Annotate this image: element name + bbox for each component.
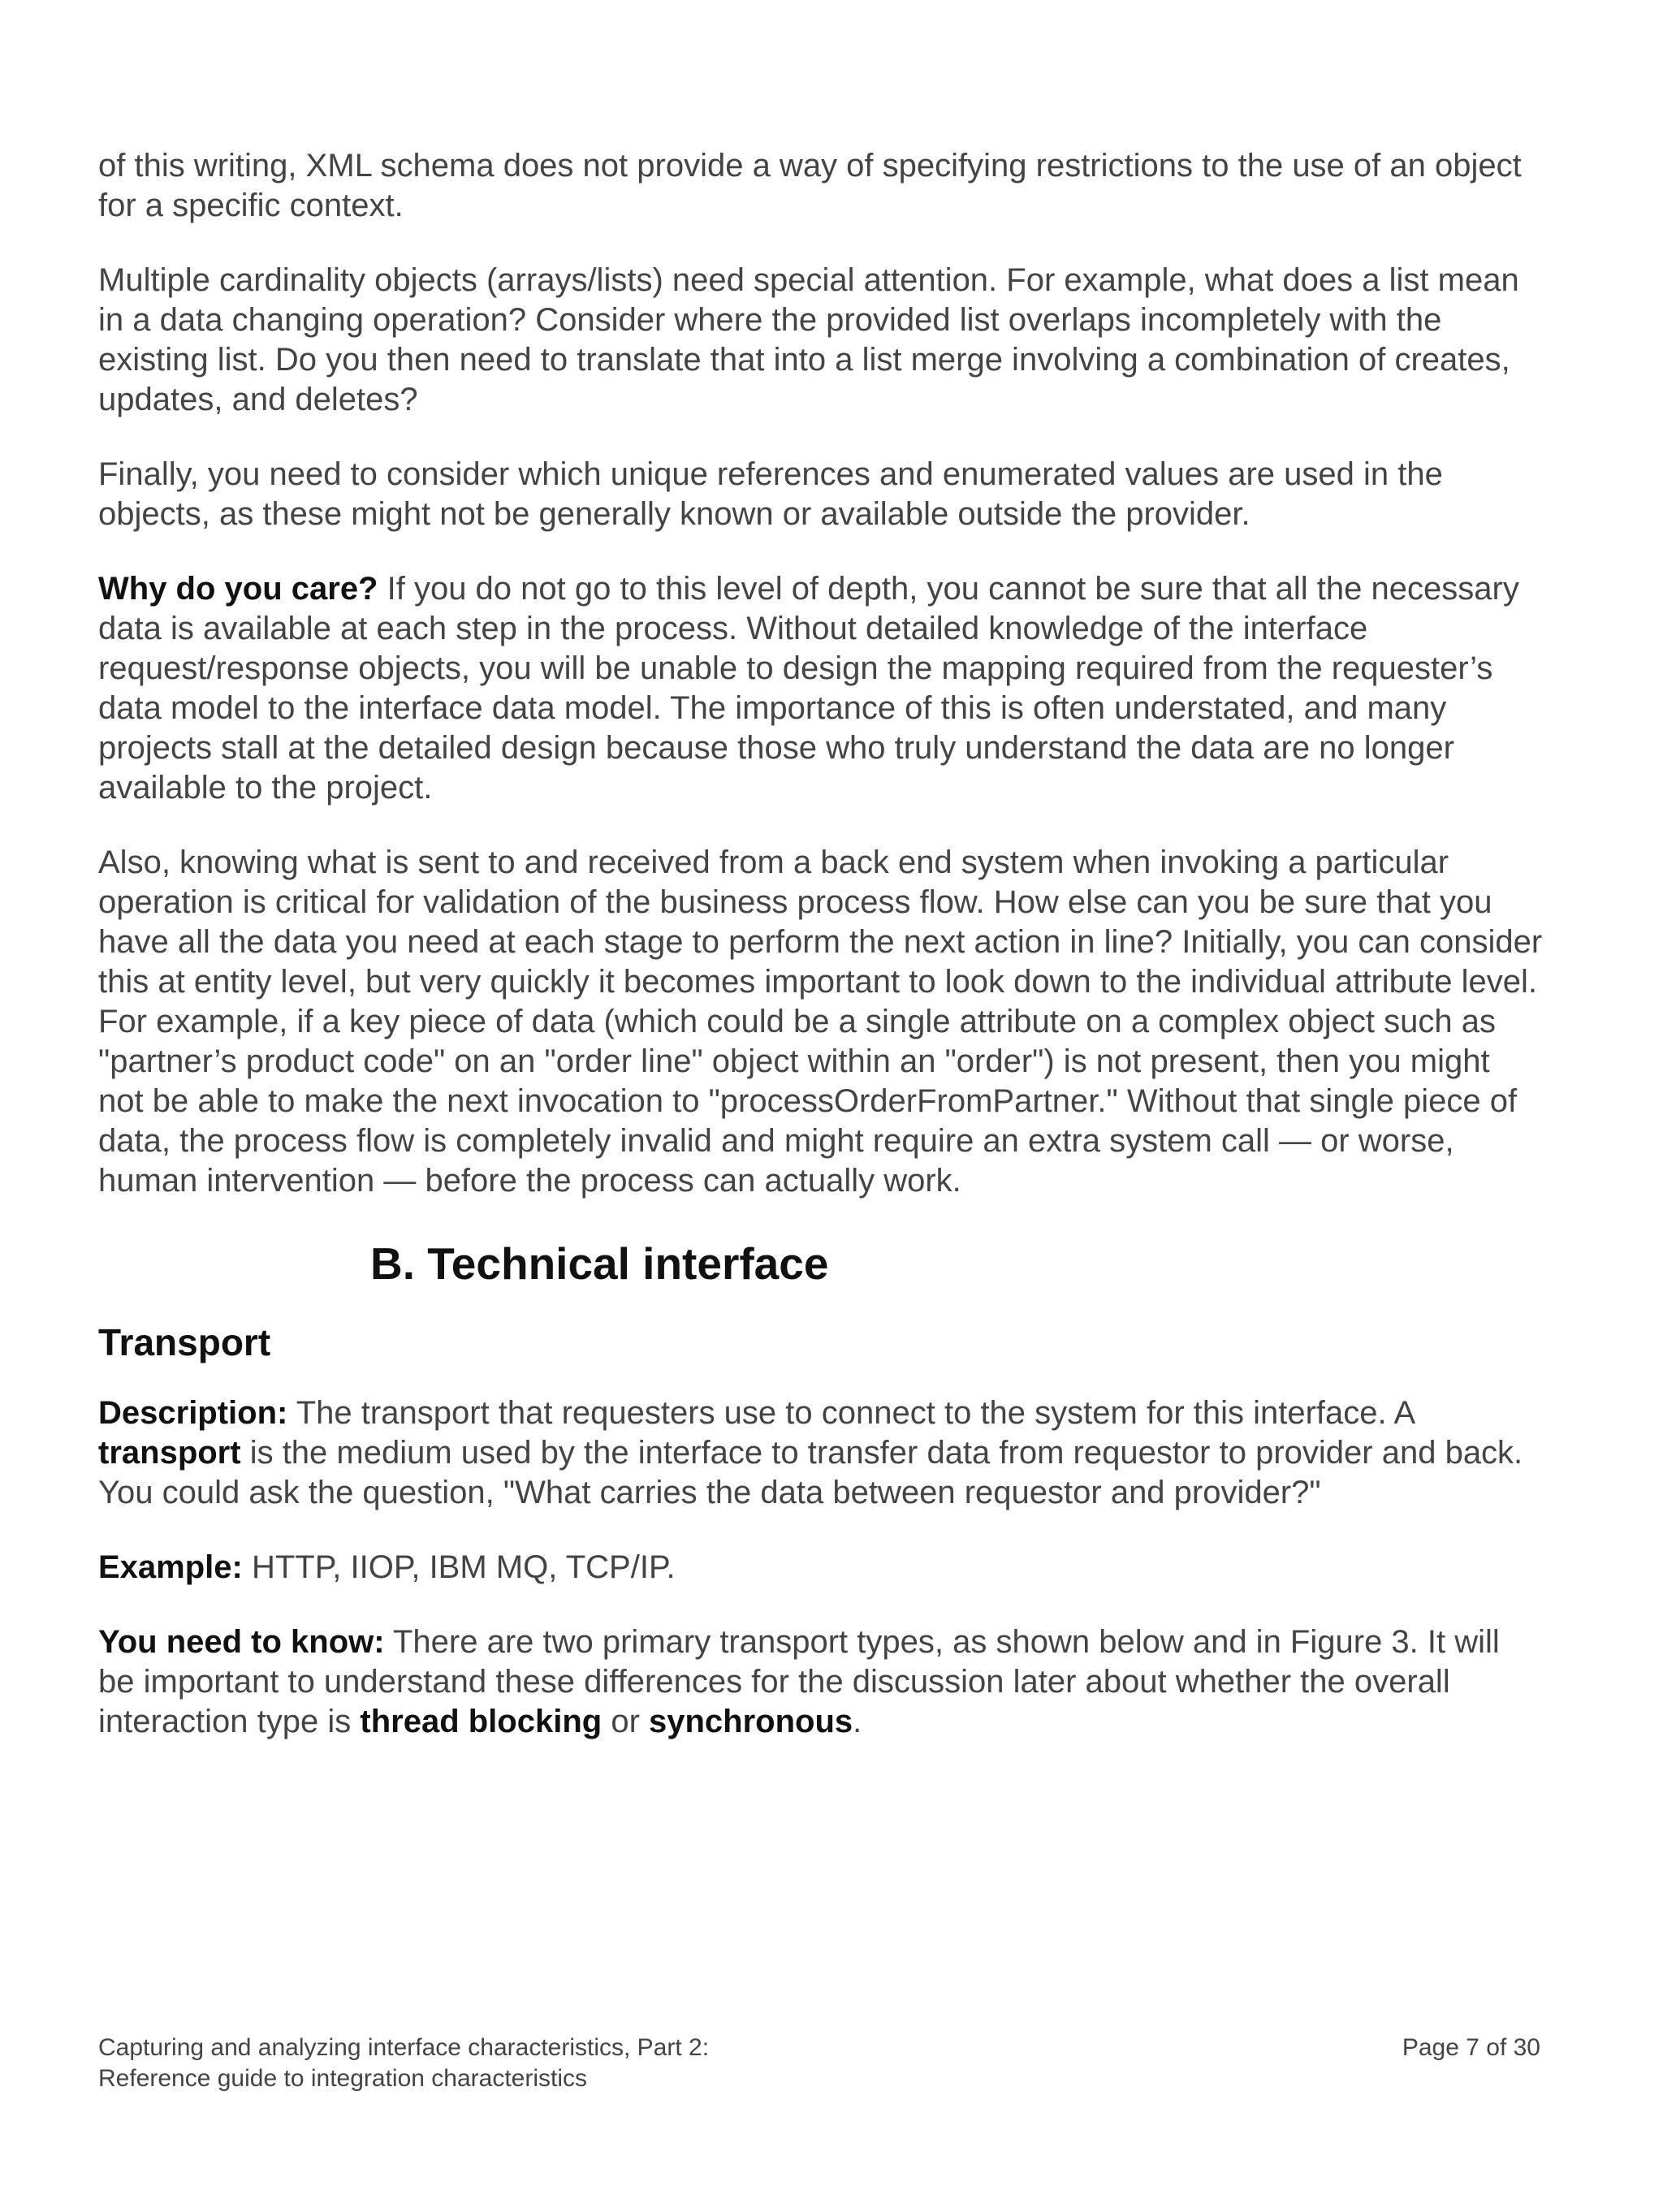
example-text: HTTP, IIOP, IBM MQ, TCP/IP.	[242, 1549, 676, 1585]
footer-document-title	[98, 2033, 709, 2094]
need-to-know-lead: You need to know:	[98, 1624, 385, 1660]
paragraph-xml-schema: of this writing, XML schema does not provide a way of specifying restrictions to the use of an object for a specific context.	[98, 148, 1522, 223]
footer-title-line-2: Reference guide to integration characteristics	[98, 2065, 587, 2092]
need-to-know-text-2: or	[602, 1704, 649, 1739]
paragraph-need-to-know	[98, 1622, 1544, 1742]
subsection-title: Transport	[98, 1321, 271, 1363]
description-text-1: The transport that requesters use to connect to the system for this interface. A	[287, 1395, 1415, 1431]
need-to-know-text-3: .	[853, 1704, 862, 1739]
paragraph-example	[98, 1548, 1544, 1588]
paragraph-back-end-validation: Also, knowing what is sent to and received from a back end system when invoking a particular operation is critical for validation of the business process flow. How else can you be sure that you have all the data you need at each stage to perform the next action in line? Initially, you can consider this at entity level, but very quickly it becomes important to look down to the individual attribute level. For example, if a key piece of data (which could be a single attribute on a complex object such as "partner’s product code" on an "order line" object within an "order") is not present, then you might not be able to make the next invocation to "processOrderFromPartner." Without that single piece of data, the process flow is completely invalid and might require an extra system call — or worse, human intervention — before the process can actually work.	[98, 845, 1543, 1199]
document-body	[98, 146, 1544, 1777]
paragraph-description	[98, 1393, 1544, 1513]
why-care-text: If you do not go to this level of depth, you cannot be sure that all the necessary data is available at each step in the process. Without detailed knowledge of the interface request/response objects, you will be unable to design the mapping required from the requester’s data model to the interface data model. The importance of this is often understated, and many projects stall at the detailed design because those who truly understand the data are no longer available to the project.	[98, 571, 1519, 806]
example-lead: Example:	[98, 1549, 243, 1585]
why-care-lead: Why do you care?	[98, 571, 378, 607]
paragraph-unique-references: Finally, you need to consider which unique references and enumerated values are used in the objects, as these might not be generally known or available outside the provider.	[98, 456, 1443, 532]
description-bold-term: transport	[98, 1435, 241, 1471]
paragraph-multiple-cardinality: Multiple cardinality objects (arrays/lists) need special attention. For example, what does a list mean in a data changing operation? Consider where the provided list overlaps incompletely with the existing list. Do you then need to translate that into a list merge involving a combination of creates, updates, and deletes?	[98, 262, 1519, 417]
description-lead: Description:	[98, 1395, 288, 1431]
footer-page-number: Page 7 of 30	[1402, 2034, 1540, 2061]
footer-title-line-1: Capturing and analyzing interface characteristics, Part 2:	[98, 2034, 710, 2061]
paragraph-why-care	[98, 569, 1544, 808]
need-to-know-bold-2: synchronous	[649, 1704, 853, 1739]
description-text-2: is the medium used by the interface to transfer data from requestor to provider and back. You could ask the question, "What carries the data between requestor and provider?"	[98, 1435, 1523, 1510]
section-title: B. Technical interface	[370, 1238, 829, 1289]
need-to-know-text-1: There are two primary transport types, as shown below and in Figure 3. It will be important to understand these differences for the discussion later about whether the overall interaction type is	[98, 1624, 1500, 1739]
need-to-know-bold-1: thread blocking	[360, 1704, 603, 1739]
